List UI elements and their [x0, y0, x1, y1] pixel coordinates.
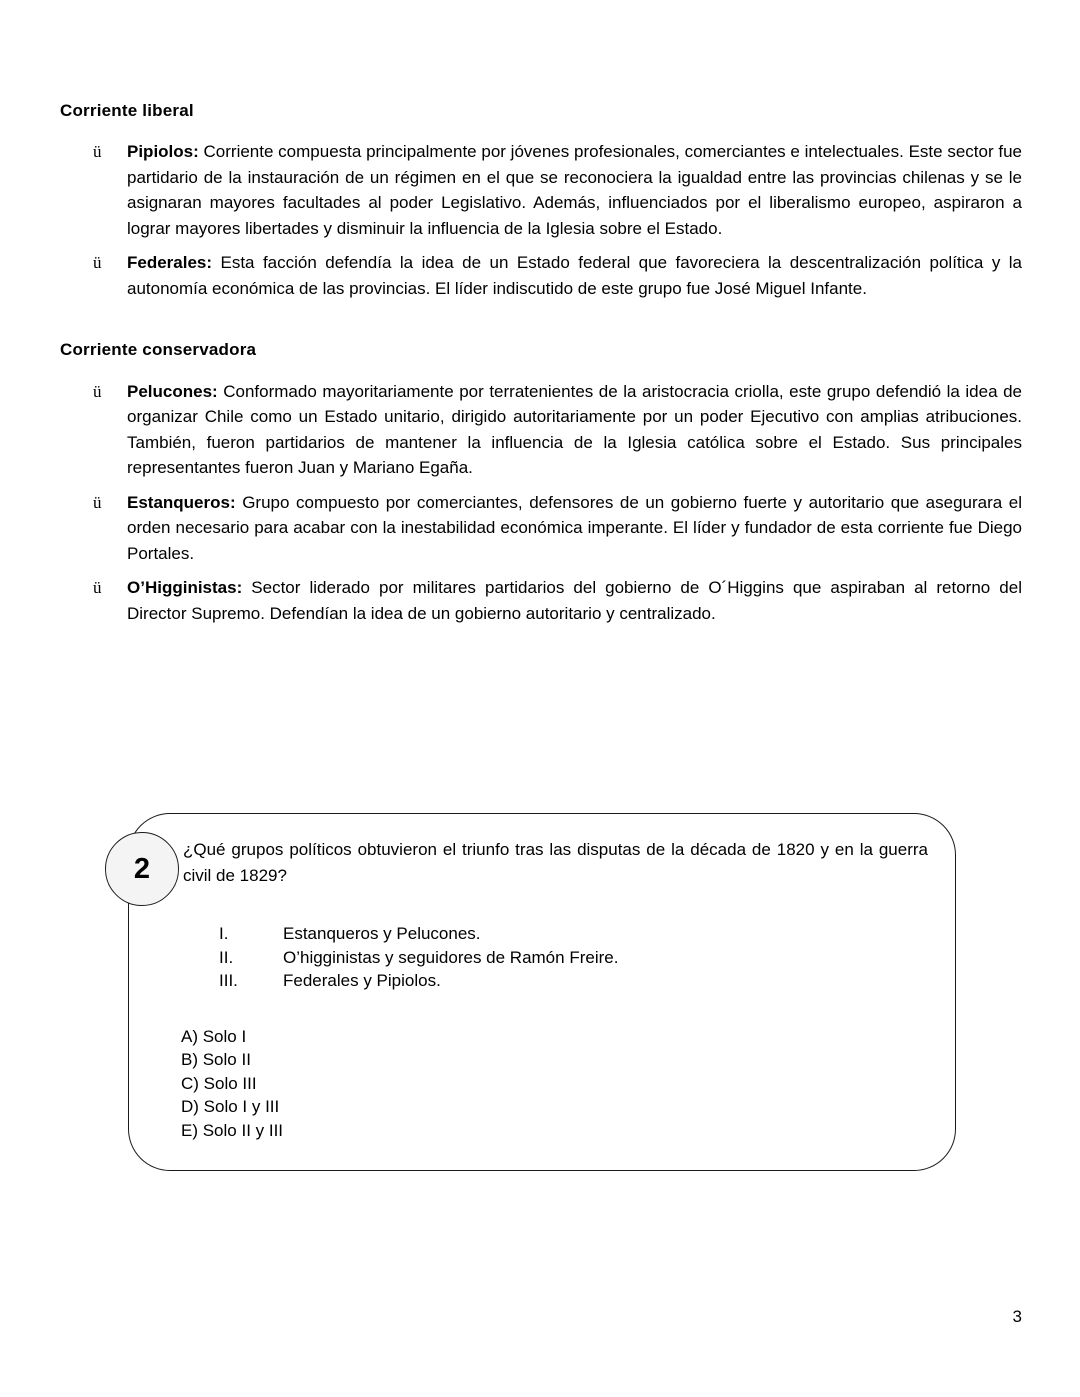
question-stem: ¿Qué grupos políticos obtuvieron el triunfo tras las disputas de la década de 1820 y en la guerra civil de 1829? — [183, 840, 928, 885]
term-description: Grupo compuesto por comerciantes, defensores de un gobierno fuerte y autoritario que asegurara el orden necesario para acabar con la inestabilidad económica imperante. El líder y fundador de esta corriente fue Diego Portales. — [127, 492, 1022, 563]
term-description: Sector liderado por militares partidarios del gobierno de O´Higgins que aspiraban al retorno del Director Supremo. Defendían la idea de un gobierno autoritario y centralizado. — [127, 578, 1022, 623]
checkmark-bullet-icon: ü — [93, 381, 102, 401]
bullet-list-liberal — [60, 139, 1022, 301]
question-number-badge: 2 — [105, 832, 179, 906]
list-item — [60, 250, 1022, 301]
roman-options-list — [183, 922, 933, 993]
answer-choice-c[interactable]: C) Solo III — [181, 1073, 257, 1093]
roman-option-text: Federales y Pipiolos. — [283, 971, 441, 990]
answer-choice-e[interactable]: E) Solo II y III — [181, 1120, 284, 1140]
list-item — [60, 575, 1022, 626]
term-label: Pelucones: — [127, 381, 218, 401]
answer-choice-b[interactable]: B) Solo II — [181, 1050, 251, 1069]
roman-option-text: Estanqueros y Pelucones. — [283, 924, 481, 943]
question-block — [105, 805, 975, 1185]
term-label: Pipiolos: — [127, 142, 199, 162]
roman-numeral-label: III. — [219, 971, 238, 990]
section-heading-liberal: Corriente liberal — [60, 101, 194, 120]
list-item — [60, 139, 1022, 241]
term-description: Esta facción defendía la idea de un Estado federal que favoreciera la descentralización política y la autonomía económica de las provincias. El líder indiscutido de este grupo fue José Miguel Infante. — [127, 253, 1022, 298]
list-item — [183, 969, 933, 993]
roman-option-text: O’higginistas y seguidores de Ramón Freire. — [283, 947, 619, 967]
question-content — [183, 837, 933, 1142]
answer-choice-d[interactable]: D) Solo I y III — [181, 1097, 280, 1116]
answer-choices-list — [181, 1025, 933, 1143]
bullet-list-conservadora — [60, 379, 1022, 627]
page-number: 3 — [1012, 1307, 1022, 1326]
term-description: Corriente compuesta principalmente por jóvenes profesionales, comerciantes e intelectuales. Este sector fue partidario de la instauración de un régimen en el que se reconociera la igualdad entre las provincias chilenas y se le asignaran mayores facultades al poder Legislativo. Además, influenciados por el liberalismo europeo, aspiraron a lograr mayores libertades y disminuir la influencia de la Iglesia sobre el Estado. — [127, 142, 1022, 238]
section-heading-conservadora: Corriente conservadora — [60, 340, 257, 360]
term-label: Estanqueros: — [127, 492, 236, 512]
list-item — [60, 490, 1022, 567]
list-item — [183, 946, 933, 970]
roman-numeral-label: I. — [219, 924, 229, 943]
checkmark-bullet-icon: ü — [93, 492, 102, 512]
list-item — [183, 922, 933, 946]
checkmark-bullet-icon: ü — [93, 253, 102, 273]
roman-numeral-label: II. — [219, 947, 234, 967]
answer-choice-a[interactable]: A) Solo I — [181, 1026, 247, 1046]
document-body — [60, 100, 1022, 626]
list-item — [60, 379, 1022, 481]
term-description: Conformado mayoritariamente por terratenientes de la aristocracia criolla, este grupo defendió la idea de organizar Chile como un Estado unitario, dirigido autoritariamente por un poder Ejecutivo con amplias atribuciones. También, fueron partidarios de mantener la influencia de la Iglesia católica sobre el Estado. Sus principales representantes fueron Juan y Mariano Egaña. — [127, 381, 1022, 477]
term-label: Federales: — [127, 253, 213, 273]
term-label: O’Higginistas: — [127, 578, 243, 597]
checkmark-bullet-icon: ü — [93, 578, 102, 597]
checkmark-bullet-icon: ü — [93, 142, 102, 162]
